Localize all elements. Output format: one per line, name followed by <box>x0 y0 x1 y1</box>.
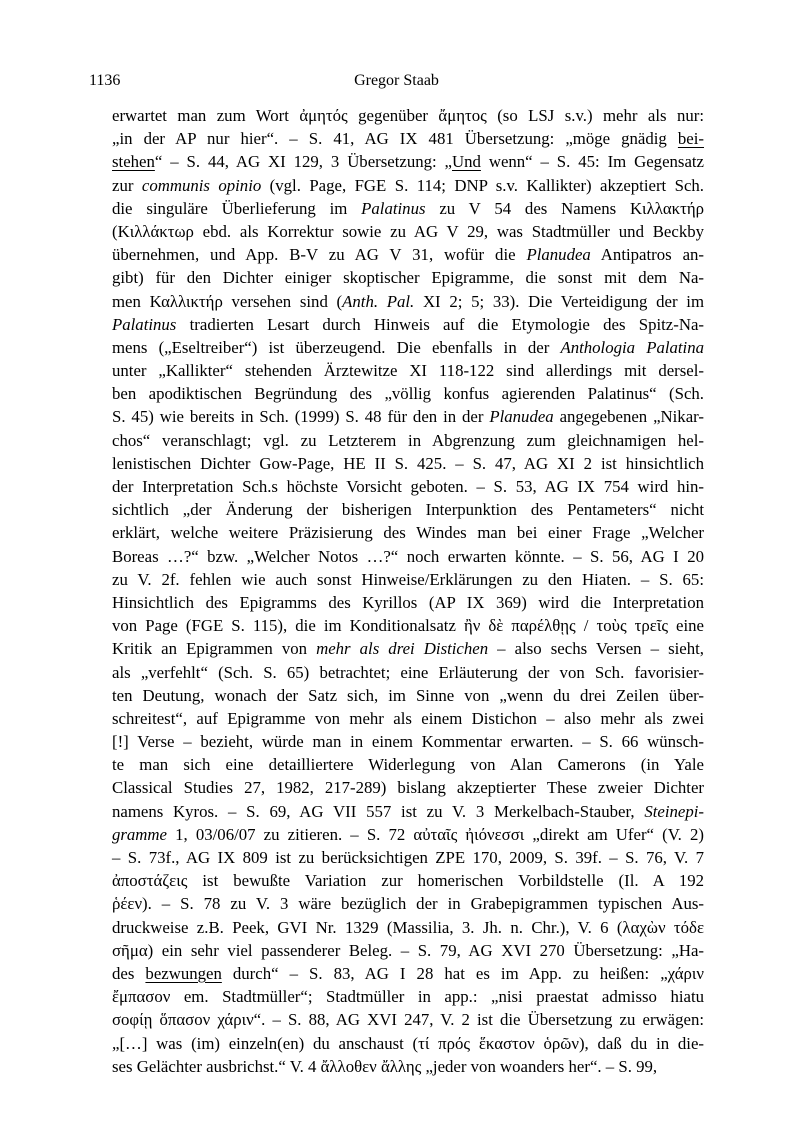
italic-text: Anth. Pal. <box>342 291 415 311</box>
text-segment: erklärt, welche weitere Präzisierung des Windes man bei einer Frage „Welcher <box>112 523 704 543</box>
italic-text: Palatinus <box>112 314 177 334</box>
text-line <box>112 174 704 197</box>
text-segment: – S. 73f., AG IX 809 ist zu berücksichtigen ZPE 170, 2009, S. 39f. – S. 76, V. 7 <box>112 848 704 867</box>
text-line <box>112 127 704 150</box>
text-line <box>112 452 704 475</box>
text-line <box>112 869 704 892</box>
text-line <box>112 429 704 452</box>
page-number: 1136 <box>89 72 121 89</box>
text-segment: men Καλλικτήρ versehen sind ( <box>112 291 343 311</box>
text-segment: „in der AP nur hier“. – S. 41, AG IX 481 Übersetzung: „möge gnädig <box>112 129 678 149</box>
text-line <box>112 545 704 568</box>
body-text <box>112 104 704 1078</box>
text-line <box>112 962 704 985</box>
text-segment: schreitest“, auf Epigramme von mehr als einem Distichon – also mehr als zwei <box>112 708 704 728</box>
italic-text: Palatinus <box>361 198 426 218</box>
text-line <box>112 104 704 127</box>
text-line <box>112 614 704 637</box>
text-line <box>112 290 704 313</box>
text-segment: σοφίῃ ὅπασον χάριν“. – S. 88, AG XVI 247, V. 2 ist die Übersetzung zu erwägen: <box>112 1010 704 1030</box>
text-line <box>112 707 704 730</box>
italic-text: Planudea <box>526 245 591 265</box>
italic-text: Steinepi- <box>644 801 704 821</box>
text-segment: σῆμα) ein sehr viel passenderer Beleg. – S. 79, AG XVI 270 Übersetzung: „Ha- <box>112 940 704 960</box>
text-segment: als „verfehlt“ (Sch. S. 65) betrachtet; eine Erläuterung der von Sch. favorisier- <box>112 662 704 682</box>
text-line <box>112 1008 704 1031</box>
text-line <box>112 568 704 591</box>
underlined-text: stehen <box>112 152 155 172</box>
text-segment: gibt) für den Dichter einiger skoptischer Epigramme, die sonst mit dem Na- <box>112 268 704 288</box>
text-segment: der Interpretation Sch.s höchste Vorsicht geboten. – S. 53, AG IX 754 wird hin- <box>112 477 704 496</box>
text-segment: tradierten Lesart durch Hinweis auf die Etymologie des Spitz-Na- <box>176 314 704 334</box>
text-segment: ῥέεν). – S. 78 zu V. 3 wäre bezüglich der in Grabepigrammen typischen Aus- <box>112 894 704 914</box>
text-segment: durch“ – S. 83, AG I 28 hat es im App. zu heißen: „χάριν <box>221 963 704 983</box>
text-line <box>112 243 704 266</box>
text-segment: die singuläre Überlieferung im <box>112 198 362 218</box>
text-segment: ten Deutung, wonach der Satz sich, im Sinne von „wenn du drei Zeilen über- <box>112 685 704 705</box>
italic-text: mehr als drei Distichen <box>316 639 489 659</box>
page-header <box>89 72 704 94</box>
text-line <box>112 591 704 614</box>
text-segment: chos“ veranschlagt; vgl. zu Letzterem in Abgrenzung zum gleichnamigen hel- <box>112 430 704 450</box>
text-segment: te man sich eine detailliertere Widerlegung von Alan Camerons (in Yale <box>112 755 704 775</box>
text-line <box>112 846 704 869</box>
text-segment: wenn“ – S. 45: Im Gegensatz <box>480 152 705 172</box>
text-segment: ἀποστάζεις ist bewußte Variation zur homerischen Vorbildstelle (Il. A 192 <box>112 871 704 891</box>
underlined-text: bei- <box>677 129 704 149</box>
text-segment: zur <box>112 175 142 195</box>
text-segment: des <box>112 963 146 983</box>
text-line <box>112 498 704 521</box>
text-segment: [!] Verse – bezieht, würde man in einem Kommentar erwarten. – S. 66 wünsch- <box>112 732 704 752</box>
text-line <box>112 313 704 336</box>
text-line <box>112 661 704 684</box>
text-segment: (vgl. Page, FGE S. 114; DNP s.v. Kallikter) akzeptiert Sch. <box>261 175 705 195</box>
text-segment: „[…] was (im) einzeln(en) du anschaust (τί πρός ἕκαστον ὁρῶν), daß du in die- <box>112 1033 704 1053</box>
text-segment: Boreas …?“ bzw. „Welcher Notos …?“ noch erwarten könnte. – S. 56, AG I 20 <box>112 546 704 566</box>
text-line <box>112 753 704 776</box>
text-segment: namens Kyros. – S. 69, AG VII 557 ist zu V. 3 Merkelbach-Stauber, <box>112 801 645 821</box>
text-segment: Hinsichtlich des Epigramms des Kyrillos (AP IX 369) wird die Interpretation <box>112 592 704 612</box>
text-segment: erwartet man zum Wort ἀμητός gegenüber ἄμητος (so LSJ s.v.) mehr als nur: <box>112 106 704 125</box>
text-segment: S. 45) wie bereits in Sch. (1999) S. 48 für den in der <box>112 407 490 427</box>
text-segment: ben apodiktischen Begründung des „völlig konfus agierenden Palatinus“ (Sch. <box>112 384 704 404</box>
text-segment: angegebenen „Nikar- <box>553 407 704 427</box>
text-segment: 1, 03/06/07 zu zitieren. – S. 72 αὐταῖς ἠιόνεσσι „direkt am Ufer“ (V. 2) <box>167 824 704 844</box>
text-segment: mens („Eseltreiber“) ist überzeugend. Die ebenfalls in der <box>112 337 561 357</box>
text-segment: “ – S. 44, AG XI 129, 3 Übersetzung: „ <box>154 152 453 172</box>
text-segment: (Κιλλάκτωρ ebd. als Korrektur sowie zu AG V 29, was Stadtmüller und Beckby <box>112 221 704 241</box>
text-line <box>112 521 704 544</box>
text-line <box>112 266 704 289</box>
text-line <box>112 150 704 173</box>
text-segment: ἔμπασον em. Stadtmüller“; Stadtmüller in app.: „nisi praestat admisso hiatu <box>112 987 704 1007</box>
text-line <box>112 475 704 498</box>
text-segment: druckweise z.B. Peek, GVI Nr. 1329 (Massilia, 3. Jh. n. Chr.), V. 6 (λαχὼν τόδε <box>112 917 704 937</box>
text-segment: übernehmen, und App. B-V zu AG V 31, wofür die <box>112 245 527 265</box>
italic-text: Planudea <box>489 407 554 427</box>
text-line <box>112 336 704 359</box>
text-segment: Kritik an Epigrammen von <box>112 639 317 659</box>
running-head: Gregor Staab <box>354 72 439 89</box>
text-line <box>112 405 704 428</box>
text-line <box>112 730 704 753</box>
text-segment: lenistischen Dichter Gow-Page, HE II S. 425. – S. 47, AG XI 2 ist hinsichtlich <box>112 453 704 473</box>
text-line <box>112 776 704 799</box>
text-line <box>112 939 704 962</box>
text-segment: Classical Studies 27, 1982, 217-289) bislang akzeptierter These zweier Dichter <box>112 778 704 798</box>
text-line <box>112 916 704 939</box>
text-segment: Antipatros an- <box>590 245 704 265</box>
text-line <box>112 985 704 1008</box>
text-segment: unter „Kallikter“ stehenden Ärztewitze XI 118-122 sind allerdings mit dersel- <box>112 361 704 381</box>
text-line <box>112 1032 704 1055</box>
text-line <box>112 220 704 243</box>
text-line <box>112 637 704 660</box>
italic-text: Anthologia Palatina <box>560 337 705 357</box>
text-line <box>112 382 704 405</box>
underlined-text: Und <box>452 152 481 172</box>
text-line <box>112 684 704 707</box>
text-segment: ses Gelächter ausbrichst.“ V. 4 ἄλλοθεν ἄλλης „jeder von woanders her“. – S. 99, <box>112 1056 658 1076</box>
text-segment: zu V. 2f. fehlen wie auch sonst Hinweise/Erklärungen zu den Hiaten. – S. 65: <box>112 569 704 589</box>
italic-text: gramme <box>112 824 167 844</box>
text-line <box>112 1055 704 1078</box>
underlined-text: bezwungen <box>145 963 222 983</box>
text-line <box>112 800 704 823</box>
text-segment: – also sechs Versen – sieht, <box>488 639 704 659</box>
text-segment: sichtlich „der Änderung der bisherigen Interpunktion des Pentameters“ nicht <box>112 500 704 520</box>
text-segment: XI 2; 5; 33). Die Verteidigung der im <box>414 291 704 311</box>
text-line <box>112 359 704 382</box>
italic-text: communis opinio <box>141 175 262 195</box>
text-line <box>112 892 704 915</box>
text-segment: von Page (FGE S. 115), die im Konditionalsatz ἢν δὲ παρέλθῃς / τοὺς τρεῖς eine <box>112 616 704 636</box>
text-segment: zu V 54 des Namens Κιλλακτήρ <box>425 198 704 218</box>
text-line <box>112 823 704 846</box>
text-line <box>112 197 704 220</box>
